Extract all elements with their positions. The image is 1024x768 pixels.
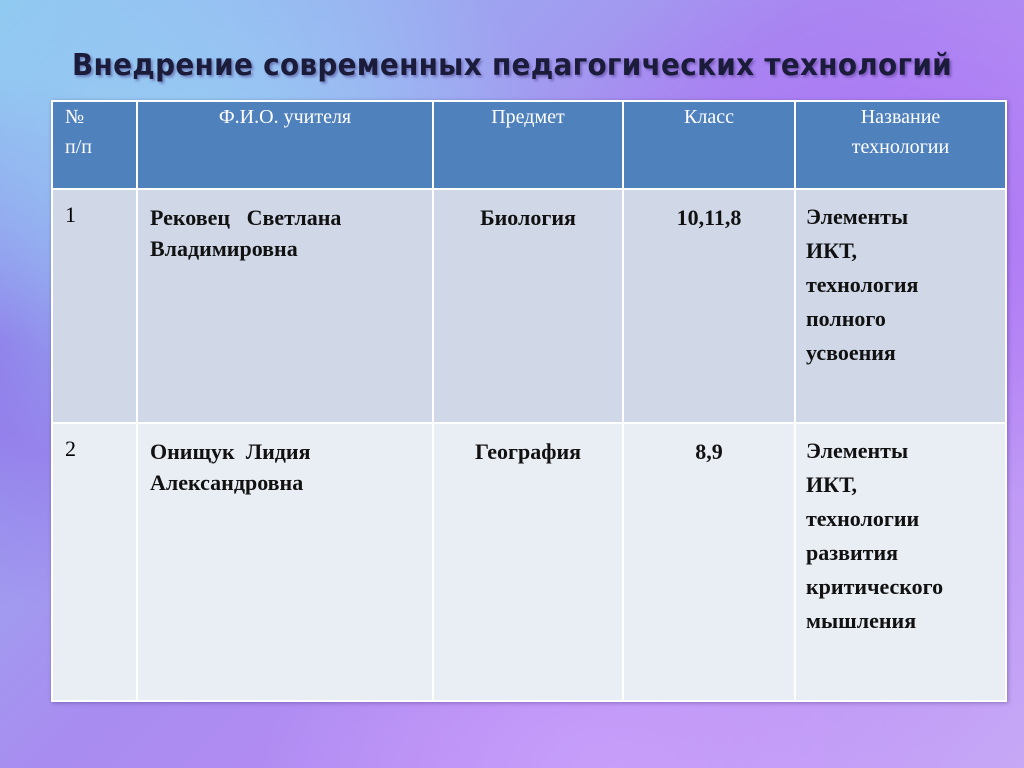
teachers-table	[51, 100, 1007, 702]
teacher-name: Онищук Лидия Александровна	[137, 423, 433, 701]
table-row	[52, 423, 1006, 701]
header-class: Класс	[623, 101, 795, 189]
row-number: 1	[52, 189, 137, 423]
technology: Элементы ИКТ, технологии развития критического мышления	[795, 423, 1006, 701]
header-subject: Предмет	[433, 101, 623, 189]
technology: Элементы ИКТ, технология полного усвоения	[795, 189, 1006, 423]
class: 10,11,8	[623, 189, 795, 423]
header-technology: Название технологии	[795, 101, 1006, 189]
slide-title: Внедрение современных педагогических технологий	[71, 48, 952, 83]
teacher-name: Рековец Светлана Владимировна	[137, 189, 433, 423]
subject: Биология	[433, 189, 623, 423]
row-number: 2	[52, 423, 137, 701]
class: 8,9	[623, 423, 795, 701]
header-number: № п/п	[52, 101, 137, 189]
table-row	[52, 189, 1006, 423]
header-teacher-name: Ф.И.О. учителя	[137, 101, 433, 189]
table-header-row	[52, 101, 1006, 189]
subject: География	[433, 423, 623, 701]
